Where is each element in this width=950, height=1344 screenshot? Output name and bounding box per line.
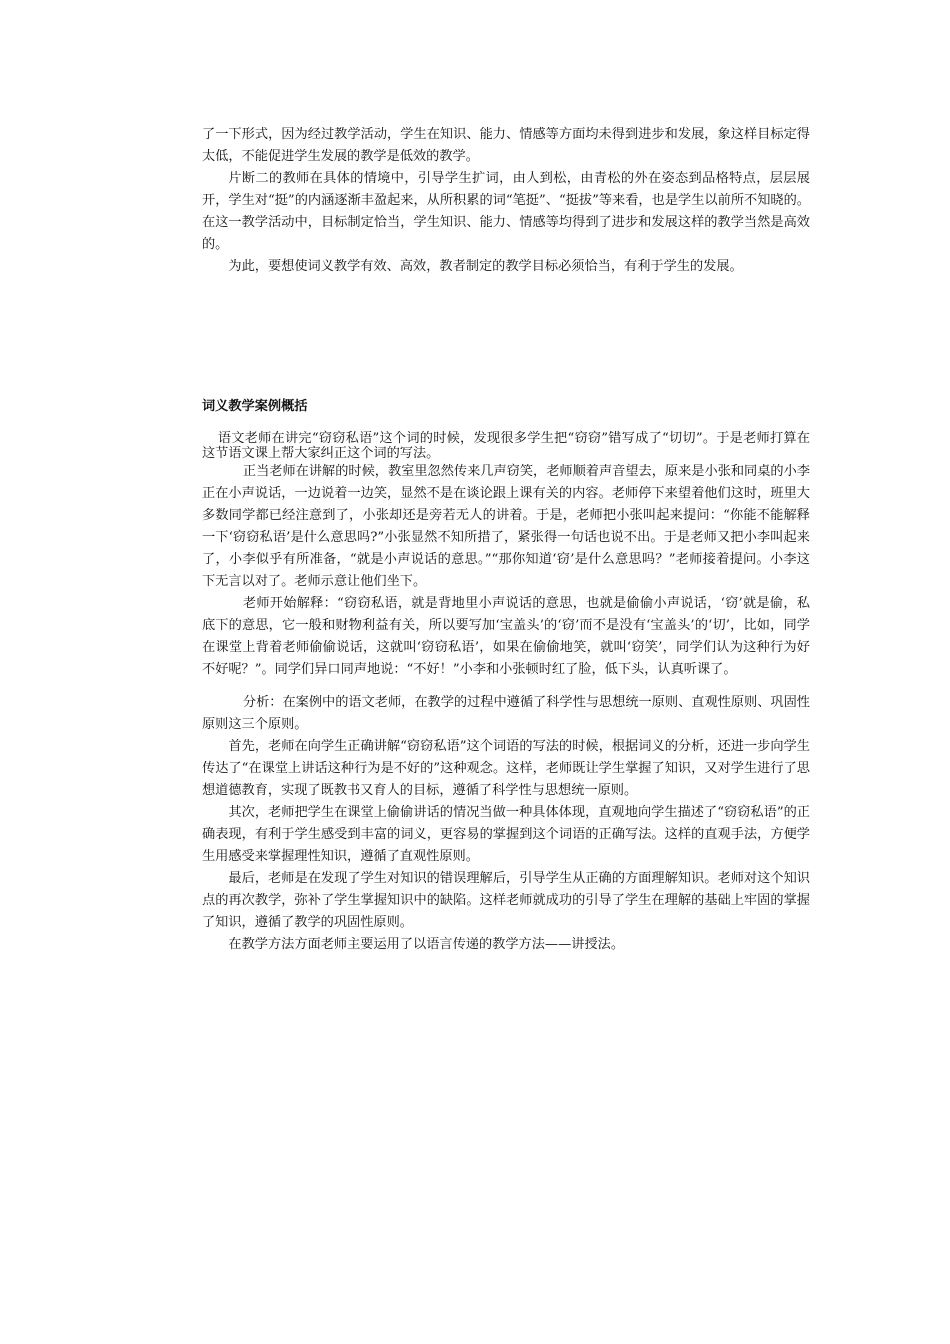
case-paragraph: 正当老师在讲解的时候，教室里忽然传来几声窃笑，老师顺着声音望去，原来是小张和同桌的小李正在小声说话，一边说着一边笑，显然不是在谈论跟上课有关的内容。老师停下来望着他们这时，班里大多数同学都已经注意到了，小张却还是旁若无人的讲着。于是，老师把小张叫起来提问：“你能不能解释一下‘窃窃私语’是什么意思吗?”小张显然不知所措了，紧张得一句话也说不出。于是老师又把小李叫起来了，小李似乎有所准备，“就是小声说话的意思。”“那你知道‘窃’是什么意思吗？”老师接着提问。小李这下无言以对了。老师示意让他们坐下。 bbox=[202, 464, 810, 589]
top-section bbox=[202, 124, 810, 278]
top-paragraph-segment-two: 片断二的教师在具体的情境中，引导学生扩词，由人到松，由青松的外在姿态到品格特点，层层展开，学生对“挺”的内涵逐渐丰盈起来，从所积累的词“笔挺”、“挺拔”等来看，也是学生以前所不知晓的。在这一教学活动中，目标制定恰当，学生知识、能力、情感等均得到了进步和发展这样的教学当然是高效的。 bbox=[202, 171, 810, 252]
analysis-paragraph: 最后，老师是在发现了学生对知识的错误理解后，引导学生从正确的方面理解知识。老师对这个知识点的再次教学，弥补了学生掌握知识中的缺陷。这样老师就成功的引导了学生在理解的基础上牢固的掌握了知识，遵循了教学的巩固性原则。 bbox=[202, 871, 810, 930]
analysis-paragraph: 在教学方法方面老师主要运用了以语言传递的教学方法——讲授法。 bbox=[228, 937, 625, 952]
top-paragraph-continued: 了一下形式，因为经过教学活动，学生在知识、能力、情感等方面均未得到进步和发展，象这样目标定得太低，不能促进学生发展的教学是低效的教学。 bbox=[202, 127, 810, 164]
case-paragraph: 老师开始解释：“窃窃私语，就是背地里小声说话的意思，也就是偷偷小声说话，‘窃’就是偷，私底下的意思，它一般和财物利益有关，所以要写加‘宝盖头’的‘窃’而不是没有‘宝盖头’的‘切’，比如，同学在课堂上背着老师偷偷说话，这就叫‘窃窃私语’，如果在偷偷地笑，就叫‘窃笑’，同学们认为这种行为好不好呢？”。同学们异口同声地说：“不好！”小李和小张顿时红了脸，低下头，认真听课了。 bbox=[202, 596, 810, 677]
top-paragraph-conclusion: 为此，要想使词义教学有效、高效，教者制定的教学目标必须恰当，有利于学生的发展。 bbox=[228, 259, 743, 274]
analysis-section bbox=[202, 692, 810, 956]
analysis-lead-paragraph: 分析：在案例中的语文老师，在教学的过程中遵循了科学性与思想统一原则、直观性原则、巩固性原则这三个原则。 bbox=[202, 695, 810, 732]
case-section bbox=[202, 431, 810, 681]
analysis-paragraph: 首先，老师在向学生正确讲解“窃窃私语”这个词语的写法的时候，根据词义的分析，还进一步向学生传达了“在课堂上讲话这种行为是不好的”这种观念。这样，老师既让学生掌握了知识，又对学生进行了思想道德教育，实现了既教书又育人的目标，遵循了科学性与思想统一原则。 bbox=[202, 739, 810, 798]
case-intro-paragraph: 语文老师在讲完“窃窃私语”这个词的时候，发现很多学生把“窃窃”错写成了“切切”。于是老师打算在这节语文课上帮大家纠正这个词的写法。 bbox=[202, 431, 810, 461]
analysis-paragraph: 其次，老师把学生在课堂上偷偷讲话的情况当做一种具体体现，直观地向学生描述了“窃窃私语”的正确表现，有利于学生感受到丰富的词义，更容易的掌握到这个词语的正确写法。这样的直观手法，方便学生用感受来掌握理性知识，遵循了直观性原则。 bbox=[202, 805, 810, 864]
case-section-title: 词义教学案例概括 bbox=[202, 399, 308, 414]
